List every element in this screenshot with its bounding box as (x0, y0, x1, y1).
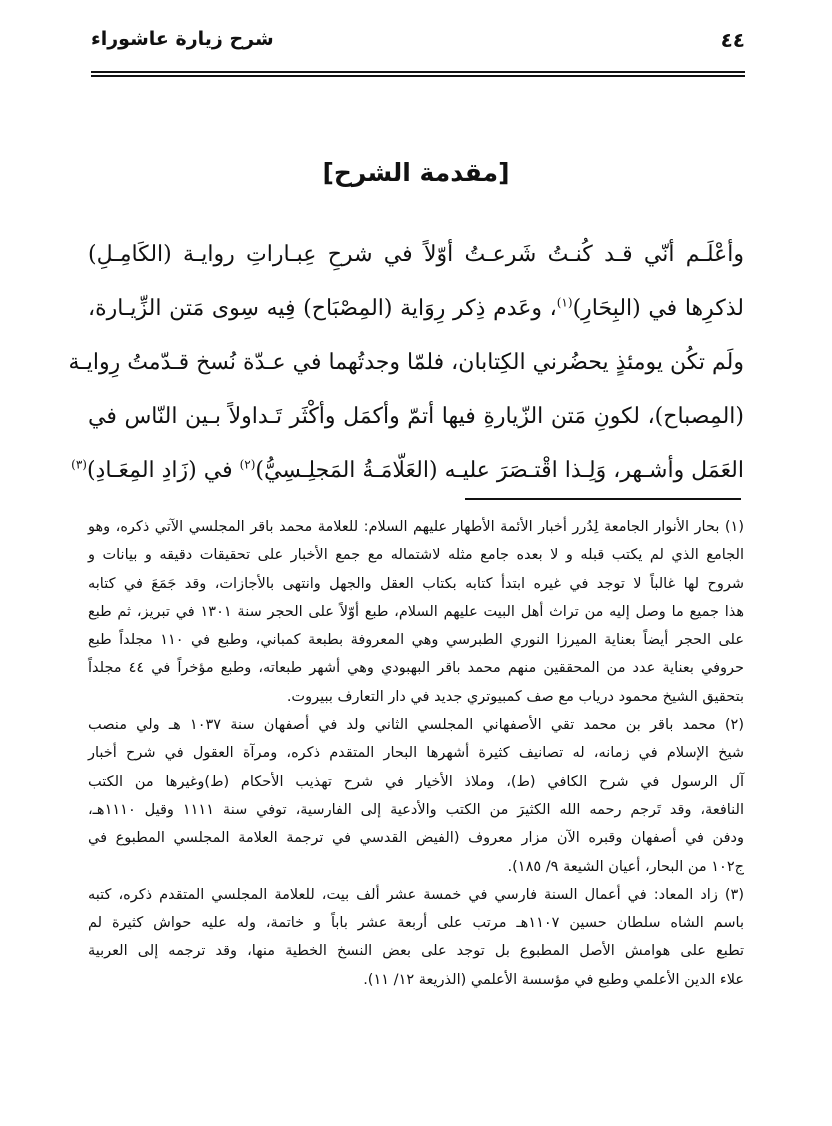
footnote-line: النافعة، وقد تَرجم رحمه الله الكثيرَ من الكتب والأدعية إلى الفارسية، توفي سنة ١١١١ وقيل ١١١٠هـ، (88, 801, 744, 818)
footnote-line: ودفن في أصفهان وقبره الآن مزار معروف (الفيض القدسي في ترجمة العلامة المجلسي المطبوع في (88, 830, 744, 847)
footnote-2 (88, 711, 744, 881)
running-title: شرح زيارة عاشوراء (91, 28, 274, 50)
body-text-segment: ، وعَدم ذِكر رِوَاية (المِصْبَاح) فِيه سِوى مَتن الزِّيـارة، (88, 296, 557, 321)
header-double-rule (91, 71, 745, 77)
footnote-line: (٣) زاد المعاد: في أعمال السنة فارسي في خمسة عشر ألف بيت، للعلامة المجلسي المتقدم ذكره، كتبه (88, 886, 744, 903)
footnote-line: (١) بحار الأنوار الجامعة لِدُرر أخبار الأئمة الأطهار عليهم السلام: للعلامة محمد باقر المجلسي الآتي ذكره، وهو (88, 519, 744, 535)
footnote-line: على الحجر أيضاً بعناية الميرزا النوري الطبرسي وهي المعروفة بطبعة كمباني، وطبع في ١١٠ مجلداً طبع (88, 632, 745, 649)
body-line-1: وأعْلَـم أنّي قـد كُنـتُ شَرعـتُ أوّلاً في شرحِ عِبـاراتِ روايـة (الكَامِـلِ) (88, 242, 744, 267)
body-line-3: ولَم تكُن يومئذٍ يحضُرني الكِتابان، فلمّا وجدتُهما في عـدّة نُسخ قـدّمتُ رِوايـة (68, 350, 744, 375)
body-line-5 (71, 444, 744, 498)
footnotes (88, 513, 744, 994)
footnote-line: آل الرسول في شرح الكافي (ط)، وملاذ الأخيار في شرح تهذيب الأحكام (ط)وغيرها من الكتب (88, 773, 744, 790)
footnote-line: علاء الدين الأعلمي وطبع في مؤسسة الأعلمي (الذريعة ١٢/ ١١). (363, 971, 744, 988)
footnote-line: حروفي بعناية عدد من المحققين منهم محمد باقر البهبودي وهي أشهر طبعاته، وطبع مؤخراً في ٤٤ مجلداً (88, 660, 745, 677)
footnote-line: هذا جميع ما وصل إليه من تراث أهل البيت عليهم السلام، طبع أوّلاً على الحجر سنة ١٣٠١ في تبريز، ثم طبع (88, 603, 744, 620)
footnote-3 (88, 881, 744, 994)
running-header (91, 28, 745, 58)
body-text-segment: في (زَادِ المِعَـادِ) (86, 458, 240, 483)
footnote-separator (465, 498, 741, 500)
page-number: ٤٤ (720, 28, 745, 52)
body-line-2 (88, 282, 744, 336)
footnote-line: ج١٠٢ من البحار، أعيان الشيعة ٩/ ١٨٥). (507, 858, 744, 875)
body-line-4: (المِصباح)، لكونِ مَتن الزّيارةِ فيها أتمّ وأكمَل وأكْثَر تَـداولاً بـين النّاس في (88, 404, 744, 429)
body-paragraph (68, 228, 745, 498)
body-text-segment: العَمَل وأشـهر، وَلِـذا اقْتـصَرَ عليـه (العَلّامَـةُ المَجلِـسِيُّ) (255, 458, 744, 483)
footnote-line: شيخ الإسلام في زمانه، له تصانيف كثيرة أشهرها البحار المتقدم ذكره، ومرآة العقول في شرح أخبار (88, 745, 744, 762)
footnote-ref-2[interactable]: (٢) (239, 457, 256, 472)
footnote-ref-3[interactable]: (٣) (71, 457, 87, 472)
footnote-line: بتحقيق الشيخ محمود درياب مع صف كمبيوتري جديد في دار التعارف ببيروت. (286, 688, 744, 705)
footnote-1 (88, 513, 744, 711)
footnote-line: تطبع على هوامش الأصل المطبوع بل توجد على بعض النسخ الخطية منها، وقد ترجمه إلى العربية (88, 943, 744, 960)
footnote-line: شروح لها غالباً لا توجد في غيره ابتدأ كتابه بكتاب العقل والجهل وانتهى بالأجازات، وقد جَمَعَ في كتابه (88, 575, 744, 592)
footnote-line: باسم الشاه سلطان حسين ١١٠٧هـ مرتب على أربعة عشر باباً و خاتمة، وله عليه حواش كثيرة لم (88, 915, 744, 932)
footnote-line: الجامع الذي لم يكتب قبله و لا بعده جامع مثله لاشتماله مع جمع الأخبار على تحقيقات دقيقه و بيانات و (88, 547, 744, 564)
section-title: [مقدمة الشرح] (322, 158, 510, 187)
footnote-ref-1[interactable]: (١) (556, 295, 573, 310)
footnote-line: (٢) محمد باقر بن محمد تقي الأصفهاني المجلسي الثاني ولد في أصفهان سنة ١٠٣٧ هـ ولي منصب (88, 717, 745, 734)
body-text-segment: لذكرِها في (البِحَارِ) (572, 296, 745, 321)
